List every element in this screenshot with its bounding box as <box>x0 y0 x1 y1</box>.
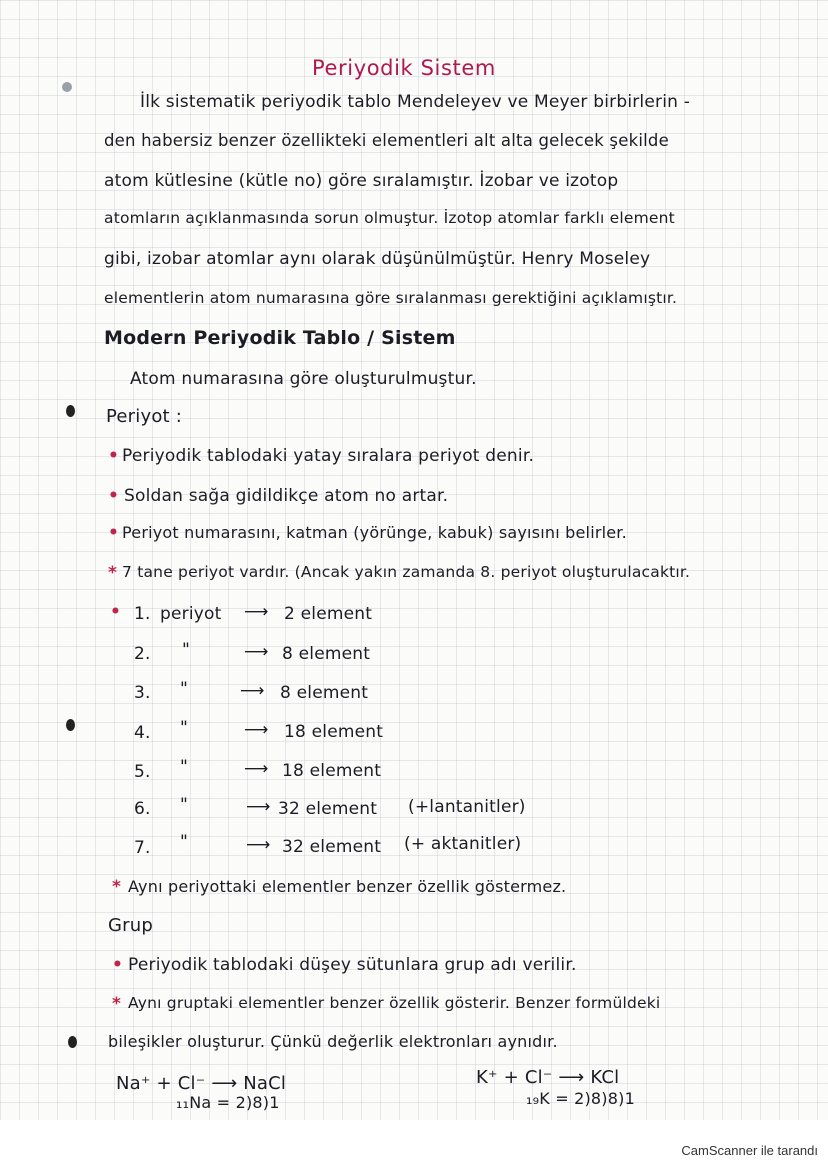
config-left: ₁₁Na = 2)8)1 <box>176 1093 280 1112</box>
period-count-1: 2 element <box>284 604 373 624</box>
grup-continuation: bileşikler oluşturur. Çünkü değerlik elektronları aynıdır. <box>108 1032 558 1051</box>
periyot-bullet-3: Periyot numarasını, katman (yörünge, kabuk) sayısını belirler. <box>122 523 627 542</box>
star-icon: * <box>108 563 118 583</box>
grup-bullet-1: Periyodik tablodaki düşey sütunlara grup adı verilir. <box>128 955 577 975</box>
period-num-1: 1. <box>134 604 151 624</box>
period-label-3: " <box>180 679 189 699</box>
intro-line-3: atom kütlesine (kütle no) göre sıralamıştır. İzobar ve izotop <box>104 171 619 191</box>
intro-line-4: atomların açıklanmasında sorun olmuştur. İzotop atomlar farklı element <box>104 209 675 227</box>
period-num-4: 4. <box>134 723 151 743</box>
periyot-bullet-2: Soldan sağa gidildikçe atom no artar. <box>124 486 449 506</box>
period-count-6: 32 element <box>278 799 378 819</box>
period-label-7: " <box>180 832 189 852</box>
period-count-3: 8 element <box>280 683 369 703</box>
intro-line-1: İlk sistematik periyodik tablo Mendeleyev ve Meyer birbirlerin - <box>140 92 691 112</box>
star-icon: * <box>112 994 122 1014</box>
period-count-2: 8 element <box>282 644 371 664</box>
modern-text: Atom numarasına göre oluşturulmuştur. <box>130 369 477 389</box>
scanner-watermark: CamScanner ile tarandı <box>681 1143 818 1158</box>
page-title: Periyodik Sistem <box>312 56 496 80</box>
config-right: ₁₉K = 2)8)8)1 <box>526 1089 635 1108</box>
periyot-bullet-1: Periyodik tablodaki yatay sıralara periyot denir. <box>122 446 535 466</box>
period-note-7: (+ aktanitler) <box>404 834 522 854</box>
bullet-icon: • <box>108 486 120 506</box>
period-note-6: (+lantanitler) <box>408 797 526 817</box>
arrow-icon: ⟶ <box>240 681 265 701</box>
grup-bullet-2: Aynı gruptaki elementler benzer özellik gösterir. Benzer formüldeki <box>128 994 661 1012</box>
bullet-icon: • <box>108 446 120 466</box>
period-num-5: 5. <box>134 762 151 782</box>
binder-hole-4 <box>68 1036 77 1048</box>
arrow-icon: ⟶ <box>244 642 269 662</box>
arrow-icon: ⟶ <box>244 720 269 740</box>
period-count-4: 18 element <box>284 722 384 742</box>
period-label-4: " <box>180 718 189 738</box>
period-count-7: 32 element <box>282 837 382 857</box>
periyot-heading: Periyot : <box>106 406 182 427</box>
period-label-1: periyot <box>160 604 222 624</box>
grup-heading: Grup <box>108 915 153 936</box>
periyot-last: Aynı periyottaki elementler benzer özellik göstermez. <box>128 877 567 896</box>
intro-line-6: elementlerin atom numarasına göre sıralanması gerektiğini açıklamıştır. <box>104 289 678 307</box>
binder-hole-1 <box>62 82 72 92</box>
arrow-icon: ⟶ <box>246 835 271 855</box>
arrow-icon: ⟶ <box>244 602 269 622</box>
periyot-bullet-4: 7 tane periyot vardır. (Ancak yakın zamanda 8. periyot oluşturulacaktır. <box>122 563 691 581</box>
formula-right: K⁺ + Cl⁻ ⟶ KCl <box>476 1067 620 1088</box>
period-label-2: " <box>182 640 191 660</box>
period-num-2: 2. <box>134 644 151 664</box>
binder-hole-3 <box>66 719 75 731</box>
period-num-7: 7. <box>134 838 151 858</box>
bullet-icon: • <box>110 602 122 622</box>
period-num-3: 3. <box>134 683 151 703</box>
bullet-icon: • <box>112 955 124 975</box>
period-label-6: " <box>180 795 189 815</box>
bullet-icon: • <box>108 523 120 543</box>
formula-left: Na⁺ + Cl⁻ ⟶ NaCl <box>116 1073 287 1094</box>
intro-line-2: den habersiz benzer özellikteki elementleri alt alta gelecek şekilde <box>104 131 669 150</box>
period-label-5: " <box>180 757 189 777</box>
period-num-6: 6. <box>134 799 151 819</box>
star-icon: * <box>112 877 122 897</box>
arrow-icon: ⟶ <box>246 797 271 817</box>
modern-heading: Modern Periyodik Tablo / Sistem <box>104 327 456 349</box>
binder-hole-2 <box>66 405 75 417</box>
arrow-icon: ⟶ <box>244 759 269 779</box>
period-count-5: 18 element <box>282 761 382 781</box>
intro-line-5: gibi, izobar atomlar aynı olarak düşünülmüştür. Henry Moseley <box>104 249 651 269</box>
